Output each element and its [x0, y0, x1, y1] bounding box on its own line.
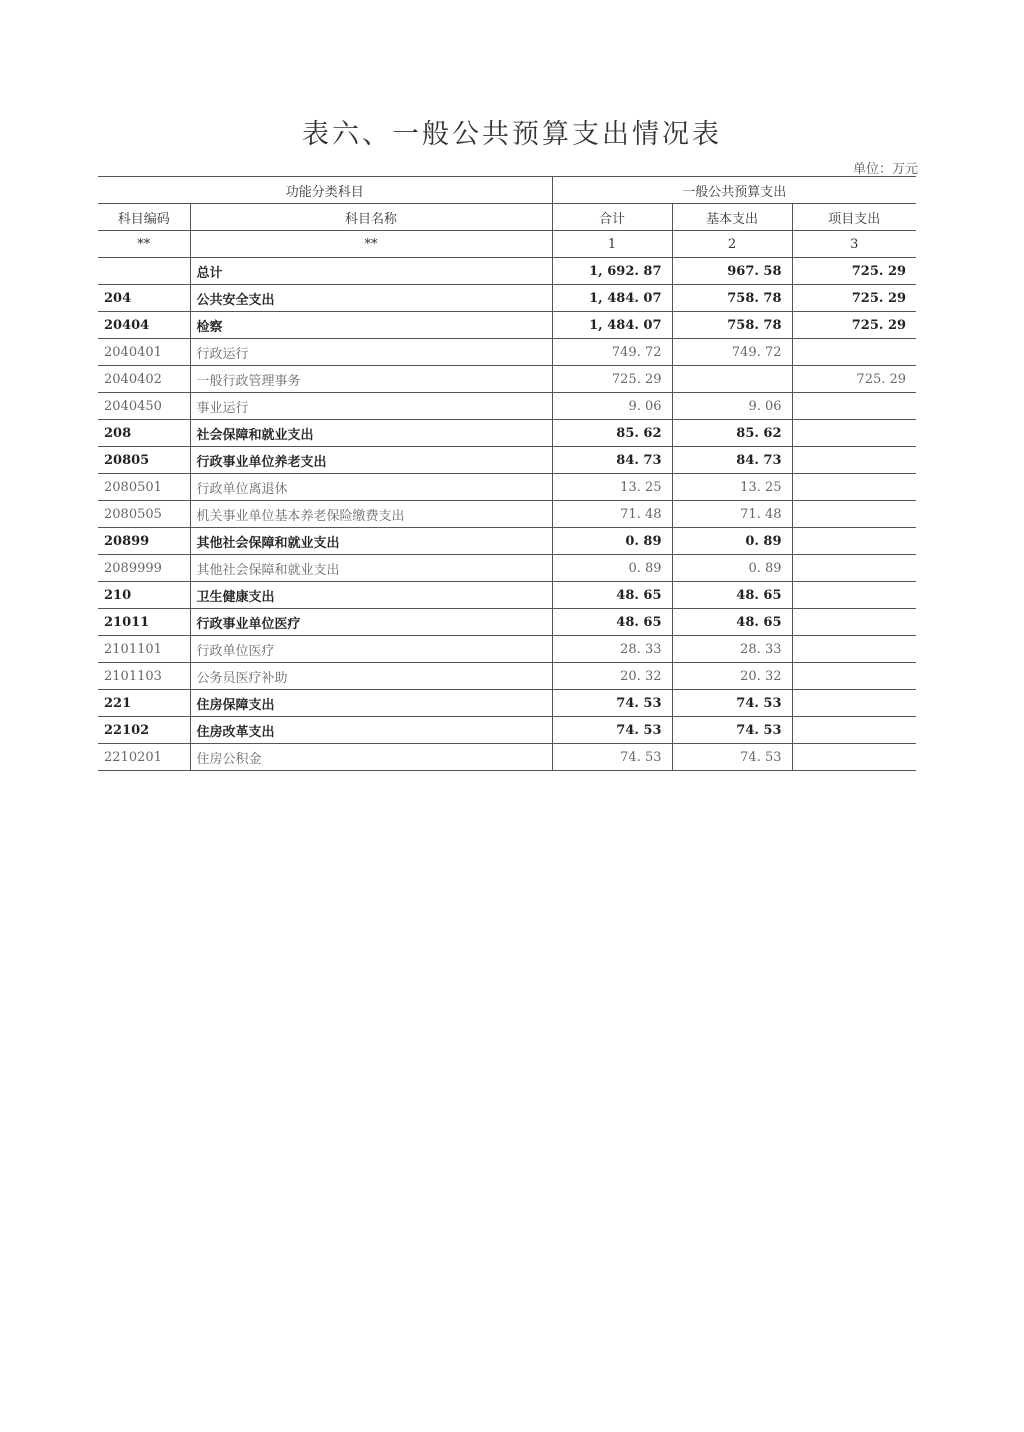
cell-project — [792, 501, 916, 528]
cell-total: 74. 53 — [552, 690, 672, 717]
cell-code: 20805 — [98, 447, 190, 474]
page-title: 表六、一般公共预算支出情况表 — [302, 119, 722, 150]
table-row — [98, 312, 916, 339]
budget-table — [98, 176, 916, 771]
header-col-project: 项目支出 — [792, 204, 916, 231]
table-row — [98, 717, 916, 744]
table-row — [98, 474, 916, 501]
cell-project — [792, 447, 916, 474]
table-row — [98, 582, 916, 609]
cell-total: 71. 48 — [552, 501, 672, 528]
table-row — [98, 744, 916, 771]
cell-total: 74. 53 — [552, 744, 672, 771]
table-row — [98, 420, 916, 447]
cell-basic: 758. 78 — [672, 285, 792, 312]
cell-code: 20899 — [98, 528, 190, 555]
cell-name: 其他社会保障和就业支出 — [190, 528, 552, 555]
cell-project — [792, 609, 916, 636]
cell-name: 行政单位离退休 — [190, 474, 552, 501]
header-index-row — [98, 231, 916, 258]
table-row — [98, 258, 916, 285]
header-col-name: 科目名称 — [190, 204, 552, 231]
header-col-total: 合计 — [552, 204, 672, 231]
cell-basic: 74. 53 — [672, 717, 792, 744]
cell-code: 2080501 — [98, 474, 190, 501]
cell-name: 总计 — [190, 258, 552, 285]
cell-code: 22102 — [98, 717, 190, 744]
table-row — [98, 447, 916, 474]
cell-code — [98, 258, 190, 285]
cell-name: 行政事业单位养老支出 — [190, 447, 552, 474]
cell-name: 行政运行 — [190, 339, 552, 366]
cell-total: 48. 65 — [552, 609, 672, 636]
header-idx-name: ** — [190, 231, 552, 258]
cell-code: 2101101 — [98, 636, 190, 663]
header-col-basic: 基本支出 — [672, 204, 792, 231]
header-idx-basic: 2 — [672, 231, 792, 258]
cell-name: 机关事业单位基本养老保险缴费支出 — [190, 501, 552, 528]
cell-name: 检察 — [190, 312, 552, 339]
cell-name: 住房改革支出 — [190, 717, 552, 744]
cell-project — [792, 582, 916, 609]
cell-total: 1, 484. 07 — [552, 312, 672, 339]
cell-code: 221 — [98, 690, 190, 717]
table-row — [98, 285, 916, 312]
cell-project: 725. 29 — [792, 258, 916, 285]
table-row — [98, 636, 916, 663]
cell-total: 48. 65 — [552, 582, 672, 609]
cell-name: 事业运行 — [190, 393, 552, 420]
cell-name: 住房公积金 — [190, 744, 552, 771]
table-row — [98, 528, 916, 555]
cell-project: 725. 29 — [792, 285, 916, 312]
cell-basic: 28. 33 — [672, 636, 792, 663]
cell-total: 28. 33 — [552, 636, 672, 663]
cell-name: 卫生健康支出 — [190, 582, 552, 609]
cell-code: 2080505 — [98, 501, 190, 528]
cell-total: 84. 73 — [552, 447, 672, 474]
cell-code: 208 — [98, 420, 190, 447]
cell-code: 210 — [98, 582, 190, 609]
cell-basic: 0. 89 — [672, 528, 792, 555]
cell-name: 公共安全支出 — [190, 285, 552, 312]
cell-project — [792, 744, 916, 771]
cell-basic: 84. 73 — [672, 447, 792, 474]
header-idx-code: ** — [98, 231, 190, 258]
cell-total: 20. 32 — [552, 663, 672, 690]
table-row — [98, 555, 916, 582]
cell-name: 一般行政管理事务 — [190, 366, 552, 393]
header-group-right: 一般公共预算支出 — [552, 177, 916, 204]
cell-project: 725. 29 — [792, 312, 916, 339]
cell-code: 2101103 — [98, 663, 190, 690]
cell-basic: 9. 06 — [672, 393, 792, 420]
header-group-left: 功能分类科目 — [98, 177, 552, 204]
cell-total: 749. 72 — [552, 339, 672, 366]
cell-project — [792, 636, 916, 663]
table-row — [98, 339, 916, 366]
header-idx-total: 1 — [552, 231, 672, 258]
cell-total: 0. 89 — [552, 528, 672, 555]
cell-name: 住房保障支出 — [190, 690, 552, 717]
table-row — [98, 609, 916, 636]
cell-basic: 20. 32 — [672, 663, 792, 690]
cell-project — [792, 339, 916, 366]
cell-name: 行政单位医疗 — [190, 636, 552, 663]
cell-project: 725. 29 — [792, 366, 916, 393]
cell-project — [792, 393, 916, 420]
table-row — [98, 690, 916, 717]
cell-total: 1, 692. 87 — [552, 258, 672, 285]
table-row — [98, 663, 916, 690]
cell-code: 2040401 — [98, 339, 190, 366]
cell-basic: 85. 62 — [672, 420, 792, 447]
cell-code: 2210201 — [98, 744, 190, 771]
header-idx-project: 3 — [792, 231, 916, 258]
cell-project — [792, 690, 916, 717]
cell-project — [792, 474, 916, 501]
header-col-row — [98, 204, 916, 231]
cell-basic: 74. 53 — [672, 744, 792, 771]
cell-total: 74. 53 — [552, 717, 672, 744]
table-row — [98, 366, 916, 393]
cell-total: 85. 62 — [552, 420, 672, 447]
table-row — [98, 501, 916, 528]
cell-basic: 758. 78 — [672, 312, 792, 339]
unit-label: 单位：万元 — [852, 162, 918, 177]
cell-project — [792, 555, 916, 582]
cell-code: 20404 — [98, 312, 190, 339]
cell-code: 2040450 — [98, 393, 190, 420]
header-col-code: 科目编码 — [98, 204, 190, 231]
cell-basic — [672, 366, 792, 393]
cell-name: 社会保障和就业支出 — [190, 420, 552, 447]
cell-project — [792, 663, 916, 690]
cell-project — [792, 528, 916, 555]
cell-basic: 749. 72 — [672, 339, 792, 366]
cell-name: 公务员医疗补助 — [190, 663, 552, 690]
cell-basic: 967. 58 — [672, 258, 792, 285]
cell-total: 9. 06 — [552, 393, 672, 420]
cell-project — [792, 420, 916, 447]
cell-basic: 71. 48 — [672, 501, 792, 528]
cell-code: 204 — [98, 285, 190, 312]
cell-code: 21011 — [98, 609, 190, 636]
cell-basic: 13. 25 — [672, 474, 792, 501]
cell-name: 其他社会保障和就业支出 — [190, 555, 552, 582]
cell-basic: 0. 89 — [672, 555, 792, 582]
cell-basic: 74. 53 — [672, 690, 792, 717]
cell-project — [792, 717, 916, 744]
cell-basic: 48. 65 — [672, 609, 792, 636]
cell-total: 725. 29 — [552, 366, 672, 393]
header-group-row — [98, 177, 916, 204]
cell-name: 行政事业单位医疗 — [190, 609, 552, 636]
cell-total: 1, 484. 07 — [552, 285, 672, 312]
cell-total: 0. 89 — [552, 555, 672, 582]
cell-code: 2040402 — [98, 366, 190, 393]
table-row — [98, 393, 916, 420]
cell-basic: 48. 65 — [672, 582, 792, 609]
cell-code: 2089999 — [98, 555, 190, 582]
cell-total: 13. 25 — [552, 474, 672, 501]
